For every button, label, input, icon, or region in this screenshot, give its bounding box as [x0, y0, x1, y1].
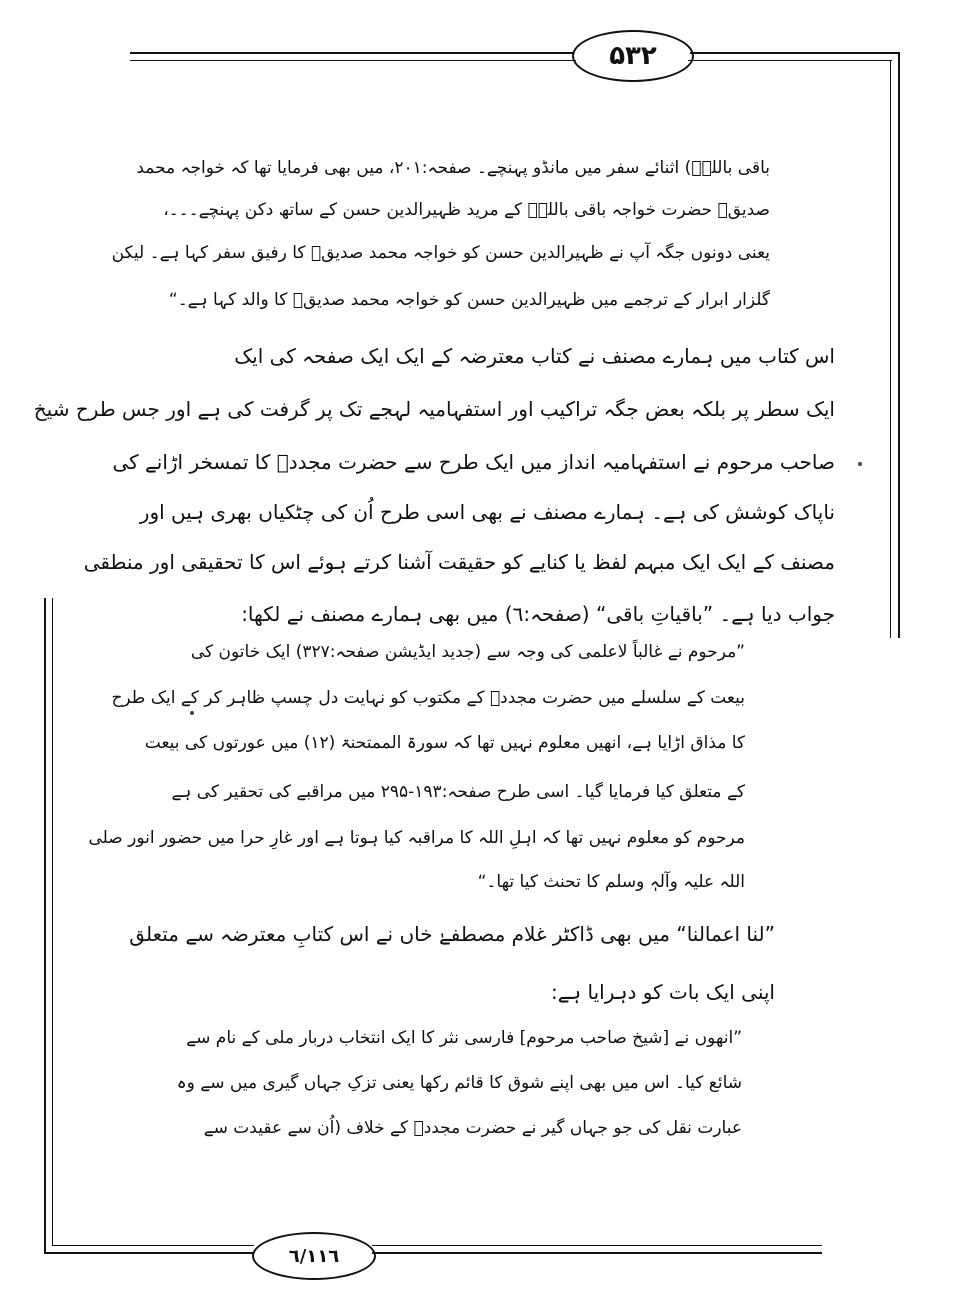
para1-line-6: جواب دیا ہے۔ ”باقیاتِ باقی“ (صفحہ:٦) میں بھی ہمارے مصنف نے لکھا: [241, 602, 835, 626]
para2-line-1: ”لنا اعمالنا“ میں بھی ڈاکٹر غلام مصطفےٰ خاں نے اس کتابِ معترضہ سے متعلق [129, 922, 775, 946]
para1-line-5: مصنف کے ایک ایک مبہم لفظ یا کنایے کو حقیقت آشنا کرتے ہوئے اس کا تحقیقی اور منطقی [83, 550, 835, 574]
page-number-bottom: ٦/١١٦ [252, 1232, 376, 1280]
quote2-line-6: اللہ علیہ وآلہٖ وسلم کا تحنث کیا تھا۔“ [477, 872, 745, 892]
frame-top-line-inner [130, 60, 576, 61]
quote1-line-3: یعنی دونوں جگہ آپ نے ظہیرالدین حسن کو خواجہ محمد صدیقؒ کا رفیق سفر کہا ہے۔ لیکن [111, 243, 770, 263]
quote1-line-1: باقی باللہؒ) اثنائے سفر میں مانڈو پہنچے۔ صفحہ:۲۰۱، میں بھی فرمایا تھا کہ خواجہ محمد [136, 158, 770, 178]
quote1-line-4: گلزار ابرار کے ترجمے میں ظہیرالدین حسن کو خواجہ محمد صدیقؒ کا والد کہا ہے۔“ [168, 290, 770, 310]
para2-line-2: اپنی ایک بات کو دہرایا ہے: [550, 980, 775, 1004]
frame-bottom-line-outer-right [372, 1252, 822, 1254]
frame-left-line-outer [44, 598, 46, 1254]
frame-top-line-outer [130, 52, 574, 54]
para1-line-1: اس کتاب میں ہمارے مصنف نے کتاب معترضہ کے ایک ایک صفحہ کی ایک [234, 344, 835, 368]
quote3-line-2: شائع کیا۔ اس میں بھی اپنے شوق کا قائم رکھا یعنی تزکِ جہاں گیری میں سے وہ [176, 1073, 742, 1093]
quote2-line-2: بیعت کے سلسلے میں حضرت مجددؒ کے مکتوب کو نہایت دل چسپ ظاہر کر کے ایک طرح [111, 688, 745, 708]
quote2-line-3: کا مذاق اڑایا ہے، انھیں معلوم نہیں تھا کہ سورۃ الممتحنۃ (۱۲) میں عورتوں کی بیعت [144, 733, 745, 753]
page-number-top: ۵۳۲ [572, 30, 694, 82]
quote2-line-5: مرحوم کو معلوم نہیں تھا کہ اہلِ اللہ کا مراقبہ کیا ہوتا ہے اور غارِ حرا میں حضور انور صلی [88, 828, 745, 848]
scan-speck [858, 462, 862, 466]
quote1-line-2: صدیقؒ حضرت خواجہ باقی باللہؒ کے مرید ظہیرالدین حسن کے ساتھ دکن پہنچے۔۔۔، [163, 200, 770, 220]
quote2-line-4: کے متعلق کیا فرمایا گیا۔ اسی طرح صفحہ:۱۹۳-۲۹۵ میں مراقبے کی تحقیر کی ہے [171, 782, 745, 802]
frame-top-line-outer-right [690, 52, 900, 54]
para1-line-4: ناپاک کوشش کی ہے۔ ہمارے مصنف نے بھی اسی طرح اُن کی چٹکیاں بھری ہیں اور [139, 500, 835, 524]
quote3-line-3: عبارت نقل کی جو جہاں گیر نے حضرت مجددؒ کے خلاف (اُن سے عقیدت سے [203, 1118, 742, 1138]
frame-left-line-inner [52, 598, 53, 1246]
para1-line-3: صاحب مرحوم نے استفہامیہ انداز میں ایک طرح سے حضرت مجددؒ کا تمسخر اڑانے کی [112, 450, 835, 474]
quote2-line-1: ”مرحوم نے غالباً لاعلمی کی وجہ سے (جدید ایڈیشن صفحہ:۳۲۷) ایک خاتون کی [190, 642, 745, 662]
frame-bottom-line-outer-left [44, 1252, 254, 1254]
frame-right-line-outer [898, 52, 900, 638]
frame-bottom-line-inner-right [372, 1245, 822, 1246]
frame-top-line-inner-right [688, 60, 892, 61]
frame-right-line-inner [890, 60, 891, 638]
scan-speck [190, 711, 194, 715]
para1-line-2: ایک سطر پر بلکہ بعض جگہ تراکیب اور استفہامیہ لہجے تک پر گرفت کی ہے اور جس طرح شیخ [33, 397, 835, 421]
frame-bottom-line-inner-left [52, 1245, 254, 1246]
quote3-line-1: ”انھوں نے [شیخ صاحب مرحوم] فارسی نثر کا ایک انتخاب دربار ملی کے نام سے [186, 1028, 742, 1048]
